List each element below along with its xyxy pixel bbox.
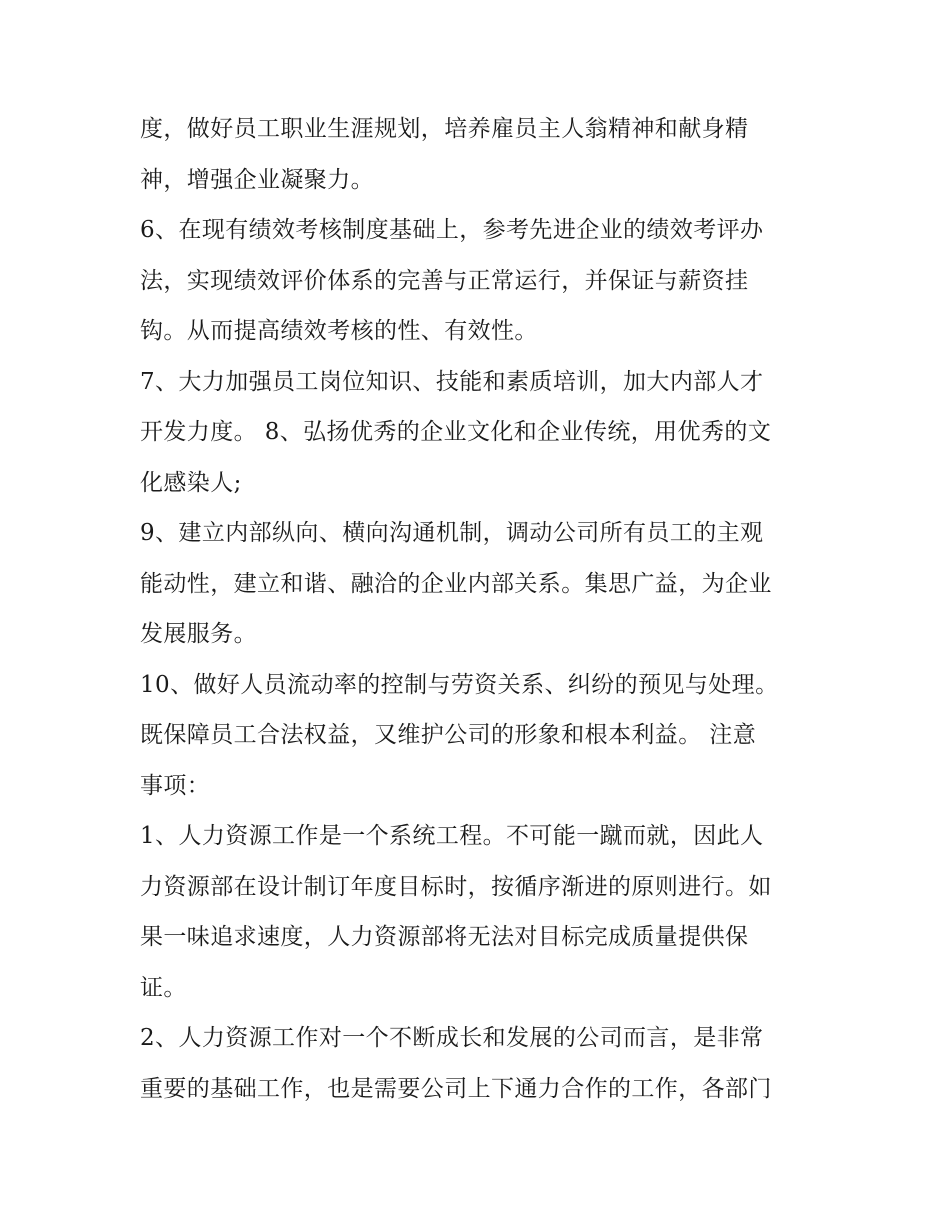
text-line: 证。 [140,974,187,1001]
text-line: 既保障员工合法权益，又维护公司的形象和根本利益。 注意 [140,722,757,748]
text-line: 6、在现有绩效考核制度基础上，参考先进企业的绩效考评办 [140,217,764,243]
text-line: 法，实现绩效评价体系的完善与正常运行，并保证与薪资挂 [140,267,749,294]
document-body [140,104,820,1114]
text-line: 果一味追求速度，人力资源部将无法对目标完成质量提供保 [140,924,749,950]
text-line: 7、大力加强员工岗位知识、技能和素质培训，加大内部人才 [140,368,764,395]
text-line: 钩。从而提高绩效考核的性、有效性。 [140,318,538,344]
text-line: 重要的基础工作，也是需要公司上下通力合作的工作，各部门 [140,1075,772,1102]
text-line: 化感染人; [140,469,242,496]
text-line: 开发力度。 8、弘扬优秀的企业文化和企业传统，用优秀的文 [140,419,772,445]
text-line: 1、人力资源工作是一个系统工程。不可能一蹴而就，因此人 [140,823,764,849]
text-line: 能动性，建立和谐、融洽的企业内部关系。集思广益，为企业 [140,570,772,597]
text-line: 9、建立内部纵向、横向沟通机制，调动公司所有员工的主观 [140,520,764,546]
text-line: 神，增强企业凝聚力。 [140,166,374,193]
text-line: 发展服务。 [140,621,257,647]
text-line: 力资源部在设计制订年度目标时，按循序渐进的原则进行。如 [140,873,772,900]
text-line: 度，做好员工职业生涯规划，培养雇员主人翁精神和献身精 [140,116,749,142]
text-line: 事项： [140,772,211,799]
text-line: 10、做好人员流动率的控制与劳资关系、纠纷的预见与处理。 [140,671,779,698]
text-line: 2、人力资源工作对一个不断成长和发展的公司而言，是非常 [140,1025,764,1051]
